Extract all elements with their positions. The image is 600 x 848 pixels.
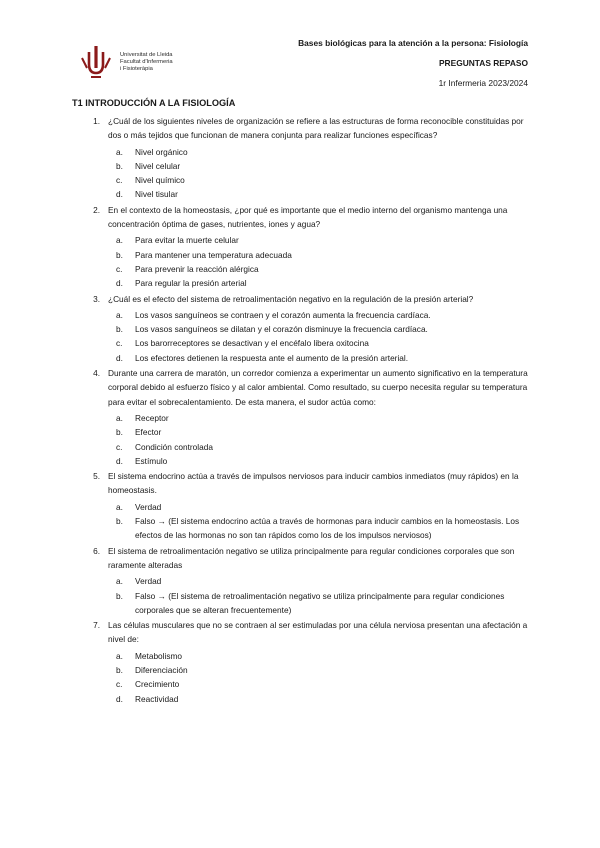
option-text: Metabolismo xyxy=(135,650,183,661)
course-year: 1r Infermeria 2023/2024 xyxy=(438,78,528,88)
option-text: Estímulo xyxy=(135,455,168,466)
option-letter: d. xyxy=(116,352,123,363)
answer-option xyxy=(116,677,530,691)
option-list xyxy=(108,233,530,290)
option-letter: a. xyxy=(116,235,123,246)
answer-option xyxy=(116,159,530,173)
option-list xyxy=(108,500,530,543)
option-text: Nivel químico xyxy=(135,175,185,186)
question-number: 2. xyxy=(93,204,100,215)
question-text: ¿Cuál de los siguientes niveles de organización se refiere a las estructuras de forma reconocible constituidas por dos o más tejidos que funcionan de manera conjunta para realizar funciones específicas? xyxy=(108,116,524,141)
option-letter: b. xyxy=(116,664,123,675)
question-body xyxy=(108,292,530,365)
question-item xyxy=(72,366,530,468)
answer-option xyxy=(116,411,530,425)
answer-option xyxy=(116,145,530,159)
option-text: Nivel orgánico xyxy=(135,146,188,157)
university-line: Universitat de Lleida xyxy=(120,51,173,58)
answer-option xyxy=(116,663,530,677)
option-text: Falso → (El sistema endocrino actúa a través de hormonas para inducir cambios en la homeostasis. Los efectos de las hormonas no son tan rápidos como los de los impulsos nerviosos) xyxy=(135,516,520,541)
university-line: Facultat d'Infermeria xyxy=(120,58,173,65)
option-letter: b. xyxy=(116,249,123,260)
document-type: PREGUNTAS REPASO xyxy=(438,58,528,68)
option-text: Verdad xyxy=(135,576,162,587)
question-text: ¿Cuál es el efecto del sistema de retroalimentación negativo en la regulación de la presión arterial? xyxy=(108,293,474,304)
option-list xyxy=(108,411,530,468)
question-number: 6. xyxy=(93,545,100,556)
option-text: Para evitar la muerte celular xyxy=(135,235,239,246)
answer-option xyxy=(116,233,530,247)
option-list xyxy=(108,649,530,706)
answer-option xyxy=(116,276,530,290)
option-letter: b. xyxy=(116,590,123,601)
question-item xyxy=(72,544,530,617)
answer-option xyxy=(116,514,530,543)
answer-option xyxy=(116,308,530,322)
question-list xyxy=(72,114,530,707)
question-item xyxy=(72,203,530,291)
question-body xyxy=(108,114,530,202)
option-text: Nivel tisular xyxy=(135,189,178,200)
option-text: Reactividad xyxy=(135,693,179,704)
document-header xyxy=(298,38,528,88)
option-text: Para mantener una temperatura adecuada xyxy=(135,249,292,260)
option-letter: c. xyxy=(116,441,123,452)
option-text: Los barorreceptores se desactivan y el encéfalo libera oxitocina xyxy=(135,338,369,349)
answer-option xyxy=(116,351,530,365)
university-logo xyxy=(78,44,173,80)
answer-option xyxy=(116,500,530,514)
option-letter: c. xyxy=(116,175,123,186)
option-letter: d. xyxy=(116,278,123,289)
answer-option xyxy=(116,248,530,262)
option-letter: a. xyxy=(116,650,123,661)
option-letter: d. xyxy=(116,189,123,200)
answer-option xyxy=(116,440,530,454)
option-letter: b. xyxy=(116,324,123,335)
option-list xyxy=(108,308,530,365)
option-letter: a. xyxy=(116,309,123,320)
option-letter: a. xyxy=(116,501,123,512)
answer-option xyxy=(116,187,530,201)
option-letter: c. xyxy=(116,679,123,690)
answer-option xyxy=(116,262,530,276)
option-text: Los vasos sanguíneos se dilatan y el corazón disminuye la frecuencia cardíaca. xyxy=(135,324,428,335)
answer-option xyxy=(116,322,530,336)
option-text: Los vasos sanguíneos se contraen y el corazón aumenta la frecuencia cardíaca. xyxy=(135,309,431,320)
question-number: 3. xyxy=(93,293,100,304)
question-number: 4. xyxy=(93,368,100,379)
question-text: Durante una carrera de maratón, un corredor comienza a experimentar un aumento significativo en la temperatura corporal debido al esfuerzo físico y al calor ambiental. Como resultado, su cuerpo necesita regular su temperatura para evitar el sobrecalentamiento. De esta manera, el sudor actúa como: xyxy=(108,368,528,407)
question-item xyxy=(72,618,530,706)
option-letter: b. xyxy=(116,427,123,438)
question-item xyxy=(72,292,530,365)
answer-option xyxy=(116,336,530,350)
question-text: En el contexto de la homeostasis, ¿por qué es importante que el medio interno del organismo mantenga una concentración óptima de gases, nutrientes, iones y agua? xyxy=(108,204,508,230)
option-list xyxy=(108,574,530,617)
option-text: Diferenciación xyxy=(135,664,188,675)
option-text: Falso → (El sistema de retroalimentación negativo se utiliza principalmente para regular condiciones corporales que se alteran frecuentemente) xyxy=(135,590,505,615)
question-text: Las células musculares que no se contraen al ser estimuladas por una célula nerviosa presentan una afectación a nivel de: xyxy=(108,620,528,645)
option-text: Los efectores detienen la respuesta ante el aumento de la presión arterial. xyxy=(135,352,409,363)
option-text: Condición controlada xyxy=(135,441,213,452)
option-letter: c. xyxy=(116,338,123,349)
question-text: El sistema de retroalimentación negativo se utiliza principalmente para regular condiciones corporales que son raramente alteradas xyxy=(108,545,515,570)
question-item xyxy=(72,469,530,542)
option-letter: c. xyxy=(116,263,123,274)
option-text: Efector xyxy=(135,427,162,438)
section-title: T1 INTRODUCCIÓN A LA FISIOLOGÍA xyxy=(72,98,236,108)
option-text: Nivel celular xyxy=(135,160,181,171)
option-text: Para regular la presión arterial xyxy=(135,278,247,289)
university-line: i Fisioteràpia xyxy=(120,65,153,72)
answer-option xyxy=(116,425,530,439)
option-text: Crecimiento xyxy=(135,679,180,690)
question-number: 1. xyxy=(93,116,100,126)
option-letter: d. xyxy=(116,455,123,466)
option-letter: b. xyxy=(116,516,123,527)
course-title: Bases biológicas para la atención a la persona: Fisiología xyxy=(298,38,528,48)
question-number: 7. xyxy=(93,620,100,631)
question-number: 5. xyxy=(93,471,100,482)
option-letter: b. xyxy=(116,160,123,171)
question-body xyxy=(108,618,530,706)
option-letter: a. xyxy=(116,576,123,587)
option-list xyxy=(108,145,530,202)
option-letter: a. xyxy=(116,412,123,423)
question-text: El sistema endocrino actúa a través de impulsos nerviosos para inducir cambios inmediatos (muy rápidos) en la homeostasis. xyxy=(108,471,519,496)
option-letter: a. xyxy=(116,146,123,157)
question-body xyxy=(108,203,530,291)
question-body xyxy=(108,469,530,542)
option-text: Verdad xyxy=(135,501,162,512)
option-text: Receptor xyxy=(135,412,169,423)
answer-option xyxy=(116,574,530,588)
university-crest-icon xyxy=(78,44,114,80)
answer-option xyxy=(116,454,530,468)
option-letter: d. xyxy=(116,693,123,704)
question-body xyxy=(108,544,530,617)
university-name xyxy=(120,52,173,73)
question-item xyxy=(72,114,530,202)
option-text: Para prevenir la reacción alérgica xyxy=(135,263,259,274)
question-body xyxy=(108,366,530,468)
answer-option xyxy=(116,692,530,706)
answer-option xyxy=(116,589,530,618)
answer-option xyxy=(116,173,530,187)
answer-option xyxy=(116,649,530,663)
